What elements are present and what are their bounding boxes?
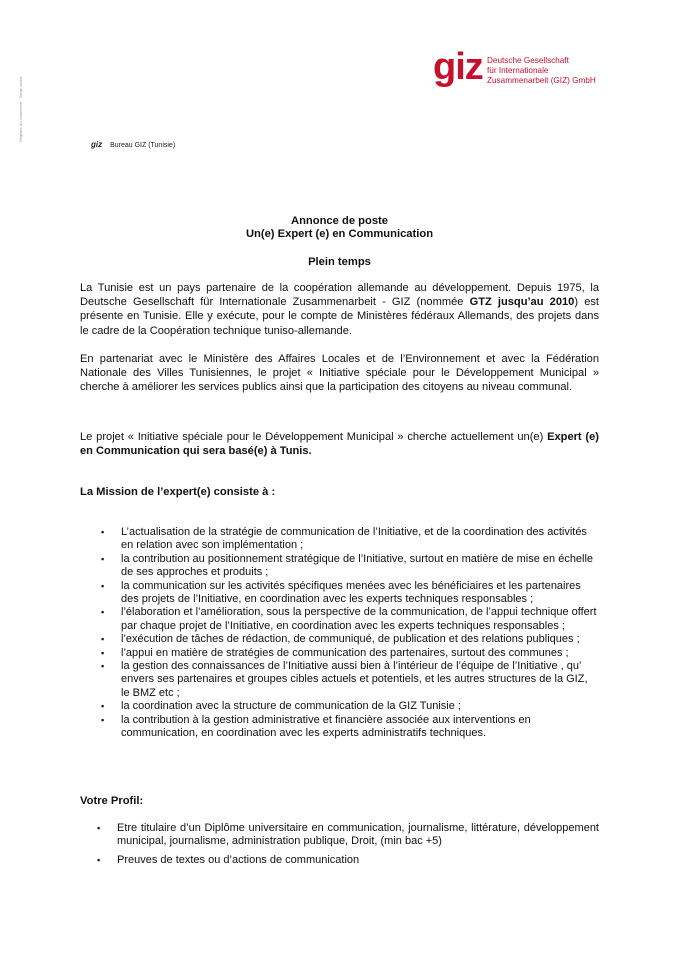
profil-list (95, 822, 599, 872)
intro-bold: GTZ jusqu’au 2010 (469, 296, 575, 309)
logo-line: für Internationale (487, 66, 549, 75)
giz-logo (433, 46, 633, 90)
bureau-logo-mark: giz (91, 140, 103, 149)
announcement-subtitle: Plein temps (308, 256, 371, 268)
list-item: ▪ l’exécution de tâches de rédaction, de communiqué, de publication et des relations publiques ; (99, 633, 599, 646)
logo-line: Deutsche Gesellschaft (487, 56, 569, 65)
list-item: ▪ la gestion des connaissances de l’Initiative aussi bien à l’intérieur de l’équipe de l’Initiative , qu’ envers ses partenaires et groupes cibles actuels et potentiels, et les autres structures de la GIZ, le BMZ etc ; (99, 660, 599, 700)
intro-text: La Tunisie est un pays partenaire de la coopération allemande au développement. Depuis 1975, la Deutsche Gesellschaft für Internationale Zusammenarbeit - GIZ (nommée (80, 282, 599, 309)
bureau-header (91, 140, 175, 149)
mission-list (99, 526, 599, 741)
list-item: ▪ la coordination avec la structure de communication de la GIZ Tunisie ; (99, 700, 599, 713)
list-item: ▪ la contribution au positionnement stratégique de l’Initiative, surtout en matière de mise en échelle de ses approches et produits ; (99, 553, 599, 580)
bureau-label: Bureau GIZ (Tunisie) (110, 142, 176, 149)
side-margin-text: Registre du commerce · Siège social (18, 76, 23, 142)
list-item: ▪ Etre titulaire d’un Diplôme universitaire en communication, journalisme, littérature, développement municipal, journalisme, administration publique, Droit, (min bac +5) (95, 822, 599, 849)
profil-title: Votre Profil: (80, 795, 144, 807)
title-line-1: Annonce de poste (291, 215, 388, 227)
intro-text-end: ) est présente en Tunisie. Elle y exécute, pour le compte de Ministères fédéraux Allemands, des projets dans le cadre de la Coopération technique tuniso-allemande. (80, 296, 599, 337)
position-bold: Expert (e) en Communication qui sera basé(e) à Tunis. (80, 431, 599, 458)
list-item: ▪ la contribution à la gestion administrative et financière associée aux interventions en communication, en coordination avec les experts administratifs techniques. (99, 714, 599, 741)
title-line-2: Un(e) Expert (e) en Communication (245, 228, 434, 240)
giz-logo-mark: giz (433, 46, 483, 88)
intro-paragraph (80, 281, 599, 338)
list-item: ▪ Preuves de textes ou d’actions de communication (95, 854, 599, 867)
list-item: ▪ l’appui en matière de stratégies de communication des partenaires, surtout des communes ; (99, 647, 599, 660)
list-item: ▪ l’élaboration et l’amélioration, sous la perspective de la communication, de l’appui technique offert par chaque projet de l’Initiative, en coordination avec les experts techniques responsables ; (99, 606, 599, 633)
giz-logo-text (487, 56, 596, 86)
logo-line: Zusammenarbeit (GIZ) GmbH (487, 76, 596, 85)
list-item: ▪ la communication sur les activités spécifiques menées avec les bénéficiaires et les partenaires des projets de l’Initiative, en coordination avec les experts techniques responsables ; (99, 580, 599, 607)
list-item: ▪ L’actualisation de la stratégie de communication de l’Initiative, et de la coordination des activités en relation avec son implémentation ; (99, 526, 599, 553)
position-paragraph (80, 430, 599, 458)
position-text: Le projet « Initiative spéciale pour le Développement Municipal » cherche actuellement un(e) (80, 431, 548, 443)
mission-title: La Mission de l’expert(e) consiste à : (80, 486, 276, 498)
partnership-paragraph: En partenariat avec le Ministère des Affaires Locales et de l’Environnement et avec la Fédération Nationale des Villes Tunisiennes, le projet « Initiative spéciale pour le Développement Municipal » cherche à améliorer les services publics ainsi que la participation des citoyens au niveau communal. (80, 353, 599, 394)
announcement-title (80, 215, 599, 241)
